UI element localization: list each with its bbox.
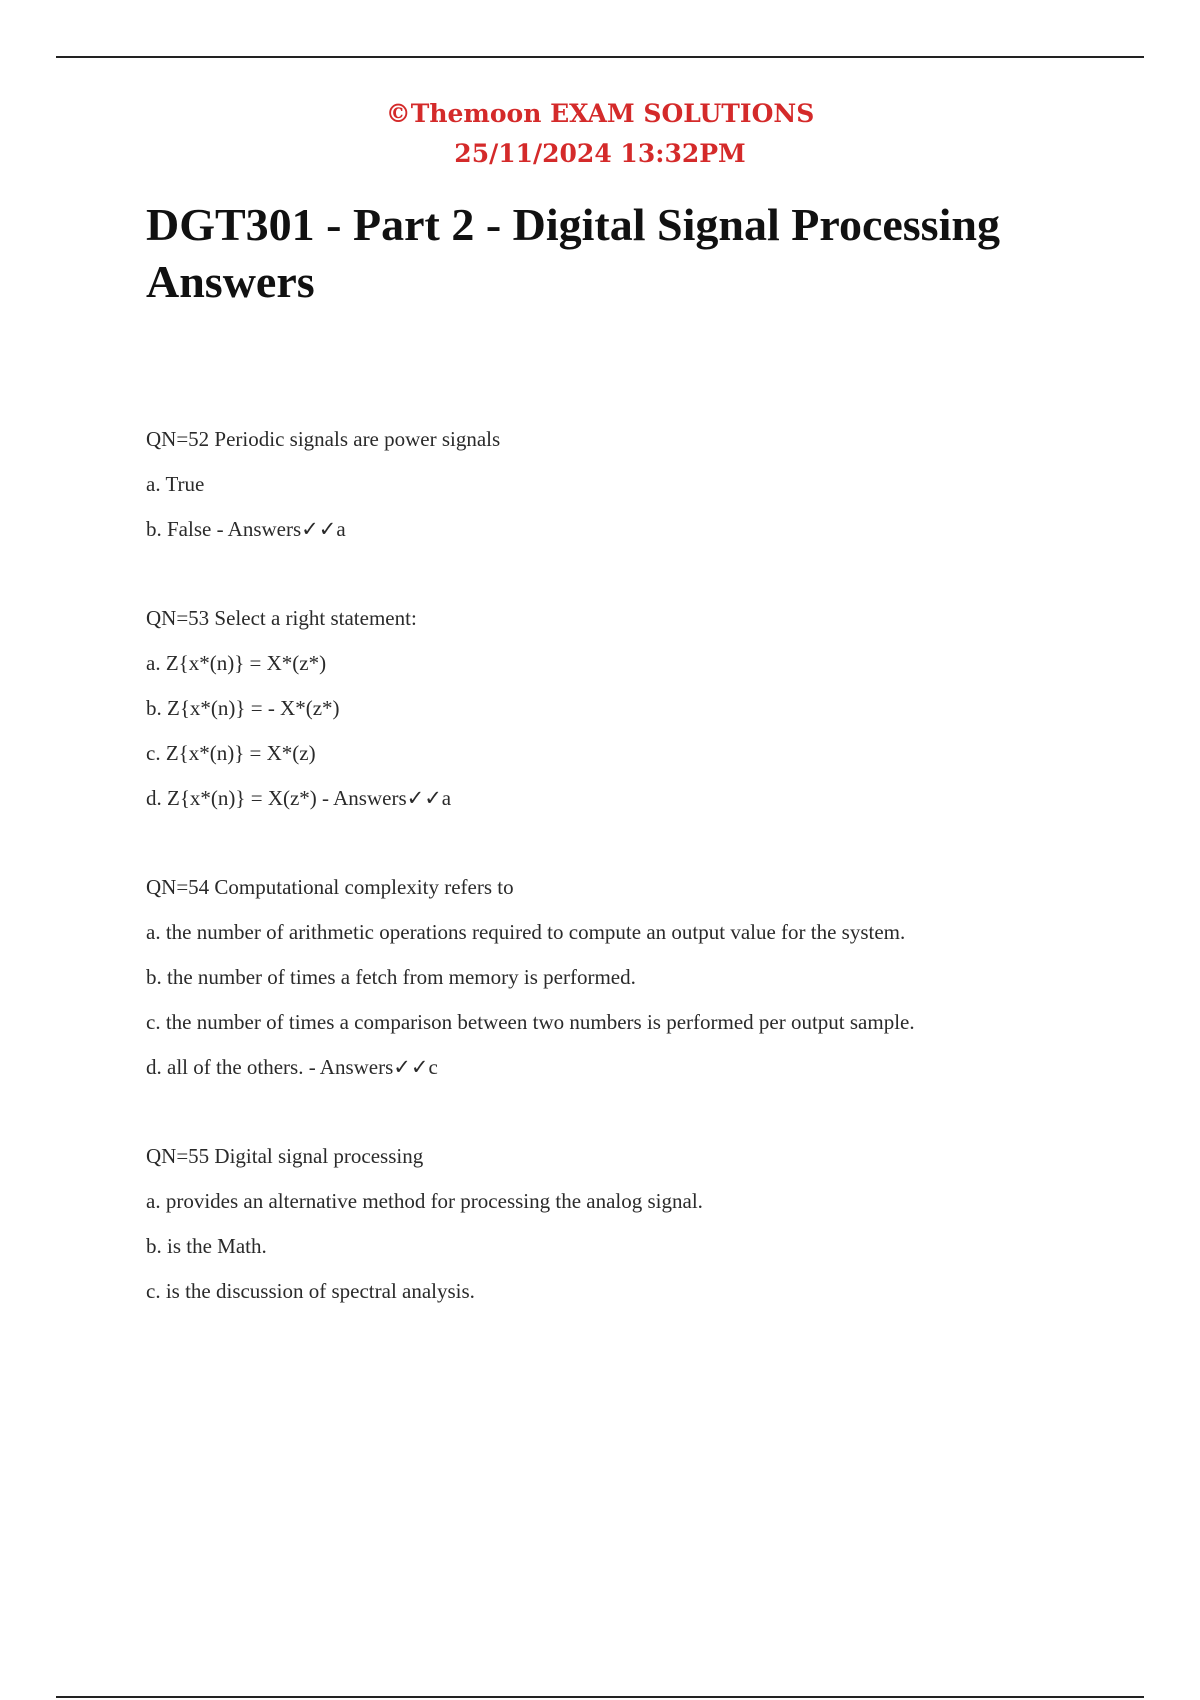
watermark-header [0, 94, 1200, 174]
bottom-rule [56, 1696, 1144, 1698]
question-option: a. provides an alternative method for processing the analog signal. [146, 1189, 703, 1213]
question-53 [146, 603, 1126, 814]
question-list [146, 424, 1126, 1365]
question-option: c. is the discussion of spectral analysis. [146, 1279, 475, 1303]
question-prompt: QN=54 Computational complexity refers to [146, 875, 514, 899]
question-prompt: QN=52 Periodic signals are power signals [146, 427, 501, 451]
watermark-timestamp: 25/11/2024 13:32PM [454, 139, 746, 168]
question-option-answer: d. all of the others. - Answers✓✓c [146, 1055, 438, 1079]
top-rule [56, 56, 1144, 58]
question-option-answer: d. Z{x*(n)} = X(z*) - Answers✓✓a [146, 786, 452, 810]
question-option: c. the number of times a comparison between two numbers is performed per output sample. [146, 1010, 915, 1034]
question-option: a. the number of arithmetic operations required to compute an output value for the system. [146, 920, 906, 944]
question-prompt: QN=53 Select a right statement: [146, 606, 417, 630]
question-prompt: QN=55 Digital signal processing [146, 1144, 424, 1168]
question-option: b. is the Math. [146, 1234, 267, 1258]
question-54 [146, 872, 1126, 1083]
watermark-brand: ©Themoon EXAM SOLUTIONS [385, 99, 815, 128]
question-option: a. Z{x*(n)} = X*(z*) [146, 651, 327, 675]
question-option-answer: b. False - Answers✓✓a [146, 517, 346, 541]
question-option: c. Z{x*(n)} = X*(z) [146, 741, 316, 765]
question-55 [146, 1141, 1126, 1307]
question-option: a. True [146, 472, 205, 496]
question-52 [146, 424, 1126, 545]
question-option: b. the number of times a fetch from memory is performed. [146, 965, 636, 989]
question-option: b. Z{x*(n)} = - X*(z*) [146, 696, 340, 720]
page-title: DGT301 - Part 2 - Digital Signal Processing Answers [146, 199, 1000, 307]
